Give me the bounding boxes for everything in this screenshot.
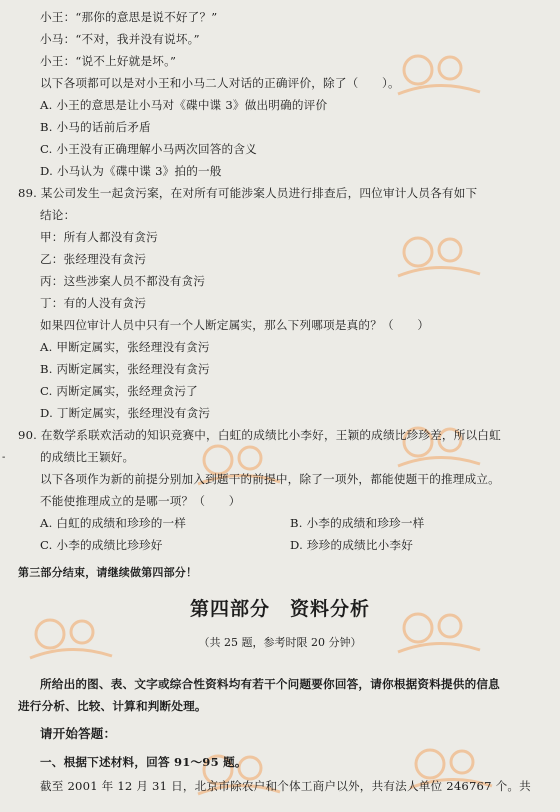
watermark-logo — [188, 438, 288, 498]
q89-statement-3: 丙：这些涉案人员不都没有贪污 — [40, 274, 206, 288]
q89-statement-4: 丁：有的人没有贪污 — [40, 296, 147, 310]
q88-dialog-2: 小马：“不对，我并没有说坏。” — [40, 32, 200, 46]
q88-option-d: D. 小马认为《碟中谍 3》拍的一般 — [40, 164, 222, 178]
watermark-logo-icon — [188, 438, 288, 498]
q89-question: 如果四位审计人员中只有一个人断定属实，那么下列哪项是真的？（ ） — [40, 318, 430, 332]
watermark-logo — [388, 48, 488, 108]
watermark-logo — [388, 230, 488, 290]
section-one-heading: 一、根据下述材料，回答 91～95 题。 — [40, 755, 247, 769]
part-four-intro-1: 所给出的图、表、文字或综合性资料均有若干个问题要你回答，请你根据资料提供的信息 — [40, 677, 500, 691]
watermark-logo-icon — [388, 230, 488, 290]
part-three-end-note: 第三部分结束，请继续做第四部分！ — [18, 566, 198, 579]
q88-option-b: B. 小马的话前后矛盾 — [40, 120, 151, 134]
material-one-text: 截至 2001 年 12 月 31 日，北京市除农户和个体工商户以外，共有法人单位 246767 个。共 — [40, 779, 531, 793]
q89-option-a: A. 甲断定属实，张经理没有贪污 — [40, 340, 210, 354]
q89-stem-1: 89. 某公司发生一起贪污案，在对所有可能涉案人员进行排查后，四位审计人员各有如下 — [18, 186, 478, 200]
part-four-title: 第四部分 资料分析 — [189, 598, 370, 620]
q90-stem-1: 90. 在数学系联欢活动的知识竞赛中，白虹的成绩比小李好，王颖的成绩比珍珍差，所以白虹 — [18, 428, 501, 442]
part-four-intro-2: 进行分析、比较、计算和判断处理。 — [18, 699, 207, 713]
margin-dash: - — [2, 452, 6, 463]
q90-stem-2: 的成绩比王颖好。 — [40, 450, 135, 464]
q88-dialog-3: 小王：“说不上好就是坏。” — [40, 54, 177, 68]
watermark-logo-icon — [388, 48, 488, 108]
q89-statement-1: 甲：所有人都没有贪污 — [40, 230, 158, 244]
q88-dialog-1: 小王：“那你的意思是说不好了？” — [40, 10, 218, 24]
q89-stem-2: 结论： — [40, 208, 76, 222]
q89-option-c: C. 丙断定属实，张经理贪污了 — [40, 384, 198, 398]
q90-stem-3: 以下各项作为新的前提分别加入到题干的前提中，除了一项外，都能使题干的推理成立。 — [40, 472, 500, 486]
part-four-subtitle: （共 25 题，参考时限 20 分钟） — [198, 636, 362, 649]
q88-option-a: A. 小王的意思是让小马对《碟中谍 3》做出明确的评价 — [40, 98, 328, 112]
start-answering: 请开始答题： — [40, 726, 117, 741]
q90-option-d: D. 珍珍的成绩比小李好 — [290, 538, 413, 552]
q89-option-d: D. 丁断定属实，张经理没有贪污 — [40, 406, 211, 420]
q90-option-c: C. 小李的成绩比珍珍好 — [40, 538, 163, 552]
q88-option-c: C. 小王没有正确理解小马两次回答的含义 — [40, 142, 257, 156]
q90-stem-4: 不能使推理成立的是哪一项？（ ） — [40, 494, 241, 508]
q88-stem: 以下各项都可以是对小王和小马二人对话的正确评价，除了（ ）。 — [40, 76, 400, 90]
q89-option-b: B. 丙断定属实，张经理没有贪污 — [40, 362, 210, 376]
q89-statement-2: 乙：张经理没有贪污 — [40, 252, 147, 266]
q90-option-b: B. 小李的成绩和珍珍一样 — [290, 516, 425, 530]
q90-option-a: A. 白虹的成绩和珍珍的一样 — [40, 516, 187, 530]
